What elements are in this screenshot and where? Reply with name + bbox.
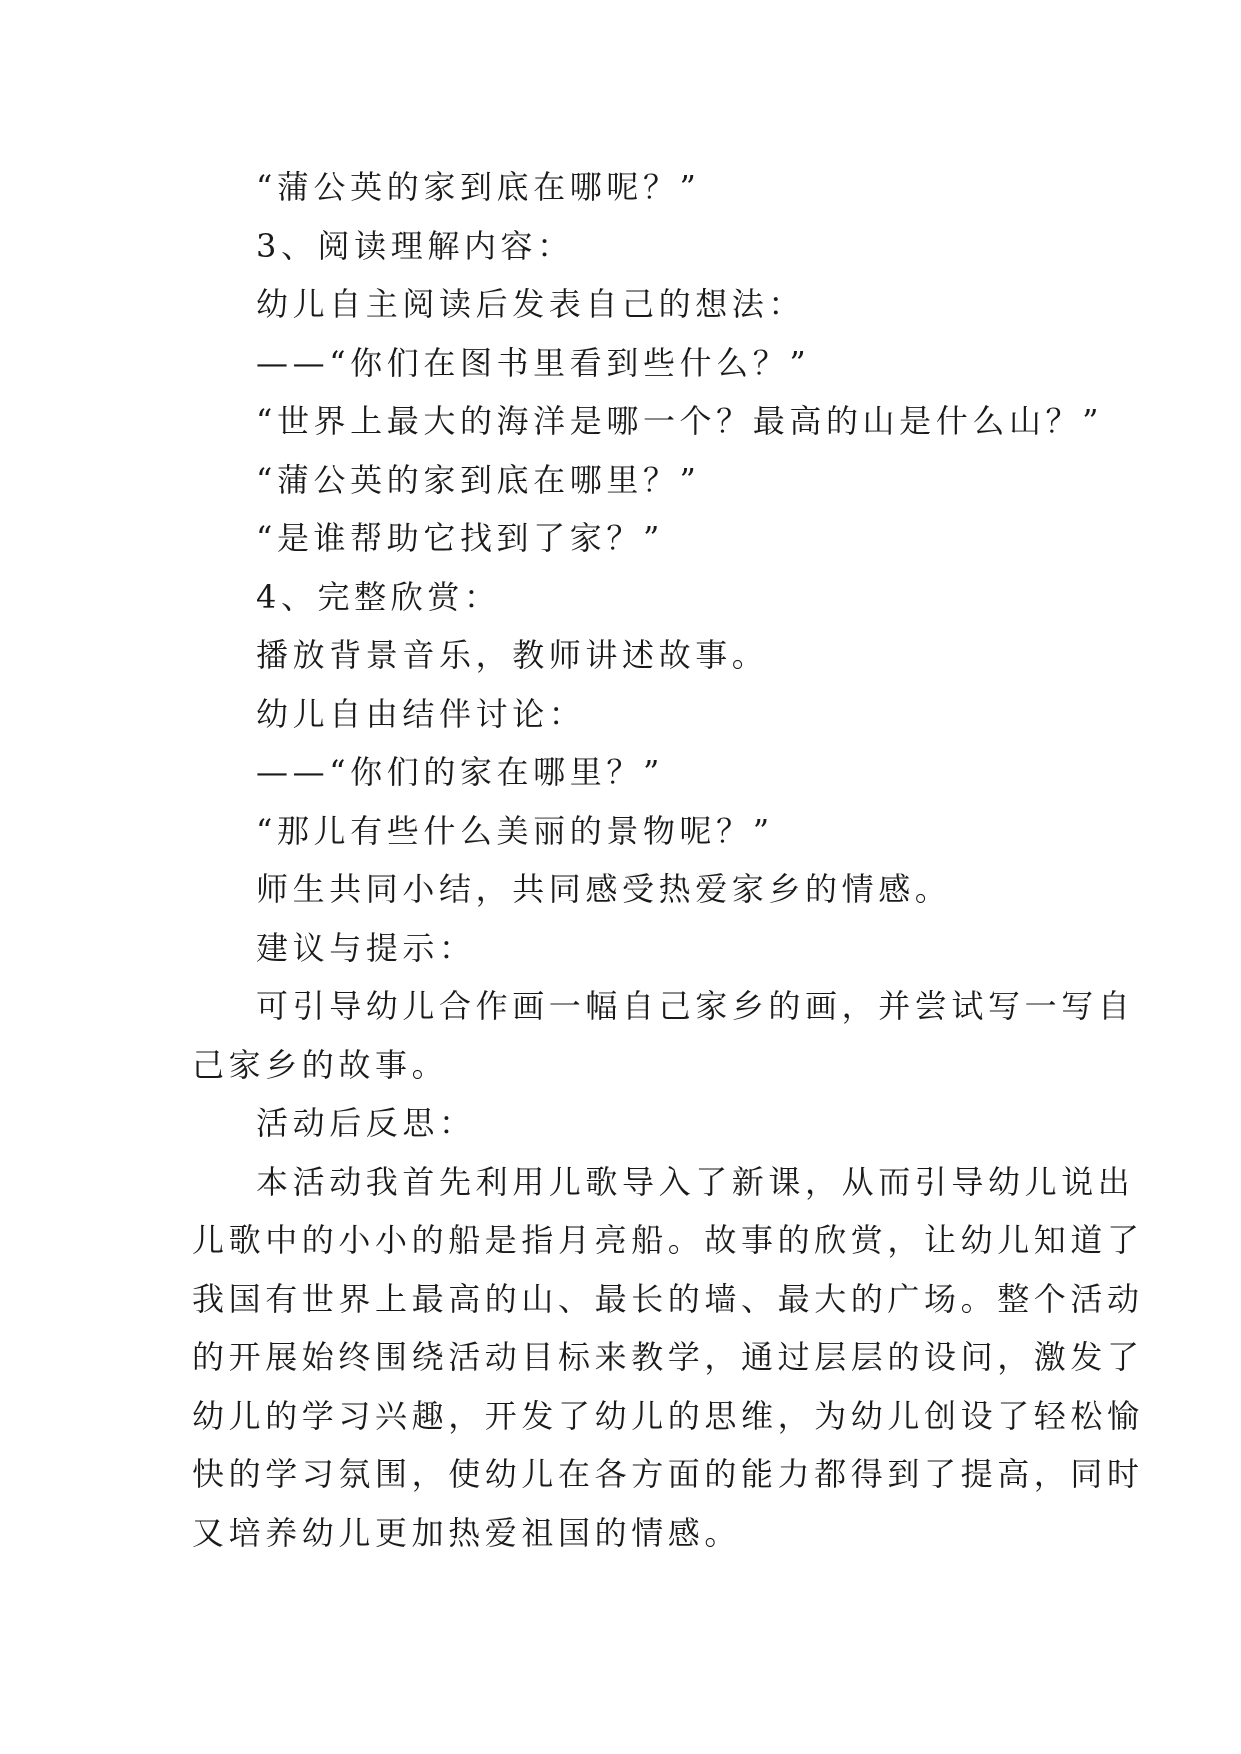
discussion-instruction: 幼儿自由结伴讨论：	[256, 694, 586, 733]
document-body	[192, 158, 1144, 1562]
play-music-instruction: 播放背景音乐，教师讲述故事。	[256, 636, 769, 674]
question-dandelion-home: “蒲公英的家到底在哪里？”	[256, 460, 701, 499]
section-4-heading: 4、完整欣赏：	[256, 577, 501, 616]
question-who-helped: “是谁帮助它找到了家？”	[256, 519, 664, 557]
reflection-paragraph: 本活动我首先利用儿歌导入了新课，从而引导幼儿说出 儿歌中的小小的船是指月亮船。故事的欣赏，让幼儿知道了 我国有世界上最高的山、最长的墙、最大的广场。整个活动 的开展始终围绕活动目标来教学，通过层层的设问，激发了 幼儿的学习兴趣，开发了幼儿的思维，为幼儿创设了轻松愉 快的学习氛围，使幼儿在各方面的能力都得到了提高，同时 又培养幼儿更加热爱祖国的情感。	[192, 1162, 1144, 1552]
summary-line: 师生共同小结，共同感受热爱家乡的情感。	[256, 870, 952, 908]
reflection-heading: 活动后反思：	[256, 1104, 476, 1142]
section-3-heading: 3、阅读理解内容：	[256, 226, 574, 265]
quote-dandelion-home-where: “蒲公英的家到底在哪呢？”	[256, 168, 701, 206]
reading-instruction: 幼儿自主阅读后发表自己的想法：	[256, 285, 806, 323]
question-biggest-ocean: “世界上最大的海洋是哪一个？最高的山是什么山？”	[256, 402, 1104, 440]
question-what-seen: ——“你们在图书里看到些什么？”	[256, 343, 811, 382]
question-scenery: “那儿有些什么美丽的景物呢？”	[256, 811, 774, 850]
question-your-home: ——“你们的家在哪里？”	[256, 753, 664, 791]
suggestion-heading: 建议与提示：	[256, 928, 476, 967]
suggestion-paragraph: 可引导幼儿合作画一幅自己家乡的画，并尝试写一写自 己家乡的故事。	[192, 987, 1135, 1084]
